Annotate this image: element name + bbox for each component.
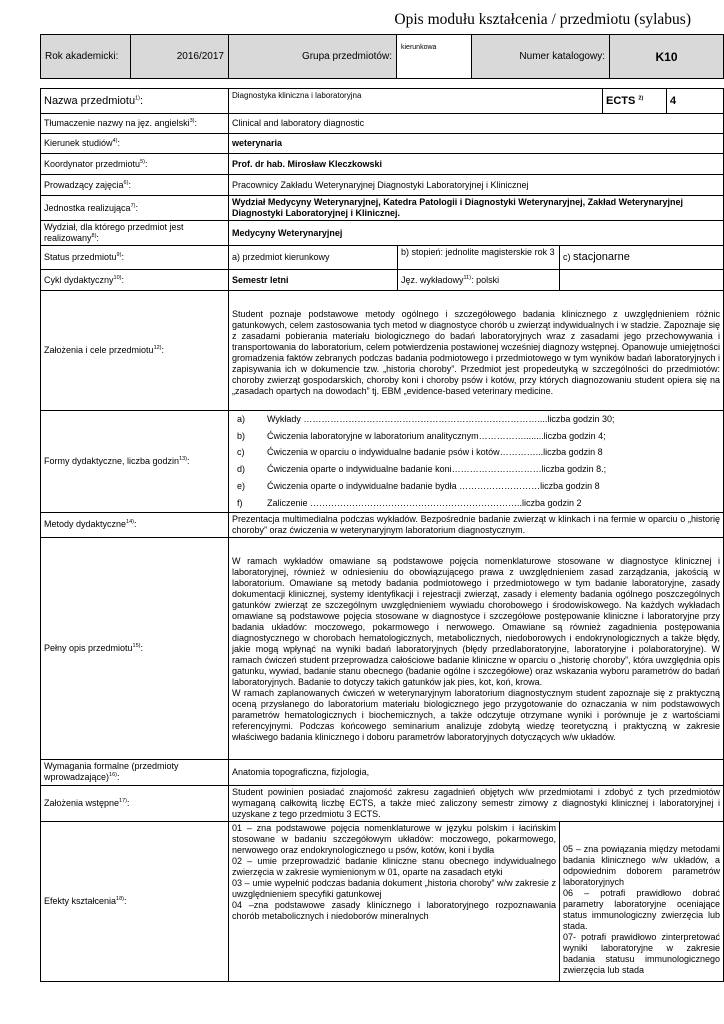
field-label: Kierunek studiów$^{4)}$: <box>41 134 229 154</box>
cycle-empty <box>560 270 724 291</box>
description-paragraph-2: W ramach zaplanowanych ćwiczeń w weterynaryjnym laboratorium diagnostycznym student zapoznaje się z praktyczną oceną przysłanego do laboratorium materiału biologicznego jego przygotowanie do oznaczania w nim podstawowych parametrów hematologicznych i biochemicznych, a także odczytuje otrzymane wyniki i porównuje je z wartościami referencyjnymi. Podczas końcowego seminarium analizuje zdobytą wiedzę teoretyczną i praktyczną w zakresie właściwego badania klinicznego i doboru parametrów laboratoryjnych dotyczących w/w układów. <box>232 688 720 743</box>
syllabus-table <box>40 88 724 982</box>
teachers-label: Prowadzący zajęcia$^{6)}$: <box>41 175 229 196</box>
name-label: Nazwa przedmiotu$^{1)}$: <box>41 89 229 114</box>
translation-label: Tłumaczenie nazwy na jęz. angielski$^{3)}$: <box>41 114 229 134</box>
catalog-value: K10 <box>610 35 724 79</box>
unit-value: Wydział Medycyny Weterynaryjnej, Katedra Patologii i Diagnostyki Weterynaryjnej, Zakład Weterynaryjnej Diagnostyki Laboratoryjnej i Klinicznej. <box>229 196 724 221</box>
status-c: c) stacjonarne <box>560 246 724 270</box>
ects-label: ECTS $^{2)}$ <box>603 89 667 114</box>
cycle-value: Semestr letni <box>229 270 398 291</box>
forms-item-text: Ćwiczenia laboratoryjne w laboratorium analitycznym……………........liczba godzin 4; <box>267 430 606 441</box>
forms-item <box>229 411 723 428</box>
faculty-value: Medycyny Weterynaryjnej <box>229 221 724 246</box>
faculty-label: Wydział, dla którego przedmiot jest realizowany$^{8)}$: <box>41 221 229 246</box>
group-label: Grupa przedmiotów: <box>229 35 397 79</box>
status-a: a) przedmiot kierunkowy <box>229 246 398 270</box>
forms-item-text: Wykłady ……………………………………………………………………....liczba godzin 30; <box>267 413 615 424</box>
forms-label: Formy dydaktyczne, liczba godzin$^{13)}$: <box>41 411 229 513</box>
teachers-value: Pracownicy Zakładu Weterynaryjnej Diagnostyki Laboratoryjnej i Klinicznej <box>229 175 724 196</box>
outcome-05: 05 – zna powiązania między metodami badania klinicznego w/w układów, a odpowiednim doborem parametrów laboratoryjnych <box>563 843 720 887</box>
methods-label: Metody dydaktyczne$^{14)}$: <box>41 512 229 537</box>
coordinator-label: Koordynator przedmiotu$^{5)}$: <box>41 154 229 175</box>
forms-list <box>229 411 724 513</box>
forms-item <box>229 428 723 445</box>
field-value: weterynaria <box>229 134 724 154</box>
forms-item-letter: b) <box>237 430 246 441</box>
year-value: 2016/2017 <box>131 35 229 79</box>
description-label: Pełny opis przedmiotu$^{15)}$: <box>41 537 229 759</box>
goals-label: Założenia i cele przedmiotu$^{12)}$: <box>41 291 229 411</box>
outcomes-left <box>229 821 560 981</box>
prereq-value: Student powinien posiadać znajomość zakresu zagadnień objętych w/w przedmiotami i zdobyć z tych przedmiotów wymaganą całkowitą liczbę ECTS, a także mieć zaliczony semestr zimowy z diagnostyki klinicznej i laboratoryjnej i uzyskane z tego przedmiotu 3 ECTS. <box>229 785 724 821</box>
forms-item-text: Ćwiczenia oparte o indywidualne badanie bydła ………………………liczba godzin 8 <box>267 481 600 492</box>
catalog-label: Numer katalogowy: <box>472 35 610 79</box>
document-title: Opis modułu kształcenia / przedmiotu (sylabus) <box>394 11 691 28</box>
methods-value: Prezentacja multimedialna podczas wykładów. Bezpośrednie badanie zwierząt w klinkach i na fermie w oparciu o „historię choroby” oraz ćwiczenia w weterynaryjnym laboratorium diagnostycznym. <box>229 512 724 537</box>
forms-item-letter: d) <box>237 464 246 475</box>
status-label: Status przedmiotu$^{9)}$: <box>41 246 229 270</box>
outcomes-right <box>560 821 724 981</box>
outcome-03: 03 – umie wypełnić podczas badania dokument „historia choroby” w/w zakresie z uwzględnieniem specyfiki gatunkowej <box>232 877 556 899</box>
outcome-06: 06 – potrafi prawidłowo dobrać parametry laboratoryjne oceniające status immunologiczny zwierzęcia lub stada. <box>563 887 720 931</box>
formal-label: Wymagania formalne (przedmioty wprowadzające)$^{16)}$: <box>41 759 229 785</box>
goals-value: Student poznaje podstawowe metody ogólnego i szczegółowego badania klinicznego z uwzględnieniem różnic gatunkowych, celem zastosowania tych metod w diagnostyce chorób u zwierząt indywidualnych i w stadzie. Zapoznaje się z zasadami pobierania materiału biologicznego do badań laboratoryjnych wraz z zasadami jego przechowywania i transportowania do laboratorium, celem potwierdzenia postawionej wcześniej diagnozy wstępnej. Opanowuje umiejętności gromadzenia faktów zebranych podczas badania podmiotowego i przedmiotowego w tym wyników badań laboratoryjnych i zapisywania ich w dokumencie tzw. „historia choroby”. Przedmiot jest propedeutyką w szczególności do przedmiotów: choroby zwierząt gospodarskich, choroby koni i choroby psów i kotów, przy których diagnozowaniu student opiera się na „zasadach opartych na dowodach” tj. EBM „evidence-based veterinary medicine. <box>229 291 724 411</box>
forms-item-letter: a) <box>237 413 246 424</box>
unit-label: Jednostka realizująca$^{7)}$: <box>41 196 229 221</box>
outcome-07: 07- potrafi prawidłowo zinterpretować wyniki laboratoryjne w zakresie badania statusu immunologicznego zwierzęcia lub stada <box>563 931 720 975</box>
forms-item-letter: c) <box>237 447 245 458</box>
language: Jęz. wykładowy$^{11)}$: polski <box>398 270 560 291</box>
outcome-01: 01 – zna podstawowe pojęcia nomenklaturowe w języku polskim i łacińskim stosowane w badaniu szczegółowym układów: moczowego, pokarmowego, nerwowego oraz endokrynologicznego u psów, kotów, koni i bydła <box>232 822 556 855</box>
year-label: Rok akademicki: <box>41 35 131 79</box>
outcome-04: 04 –zna podstawowe zasady klinicznego i laboratoryjnego rozpoznawania chorób metabolicznych i niedoborów mineralnych <box>232 899 556 921</box>
forms-item <box>229 478 723 495</box>
forms-item <box>229 445 723 462</box>
outcomes-label: Efekty kształcenia$^{18)}$: <box>41 821 229 981</box>
translation-value: Clinical and laboratory diagnostic <box>229 114 724 134</box>
forms-item-letter: e) <box>237 481 246 492</box>
forms-item <box>229 461 723 478</box>
forms-item <box>229 495 723 512</box>
description-value <box>229 537 724 759</box>
prereq-label: Założenia wstępne$^{17)}$: <box>41 785 229 821</box>
formal-value: Anatomia topograficzna, fizjologia, <box>229 759 724 785</box>
forms-item-text: Ćwiczenia oparte o indywidualne badanie koni…………………………liczba godzin 8.; <box>267 464 607 475</box>
forms-item-text: Ćwiczenia w oparciu o indywidualne badanie psów i kotów…………...liczba godzin 8 <box>267 447 603 458</box>
description-paragraph-1: W ramach wykładów omawiane są podstawowe pojęcia nomenklaturowe stosowane w diagnostyce klinicznej i laboratoryjnej, również w odniesieniu do obowiązującego prawa z uwzględnieniem zasad zarządzania, jakością w laboratorium. Omawiane są metody badania podmiotowego i przedmiotowego w tym badanie laboratoryjne, zasady dokumentacji klinicznej, systemy identyfikacji i rejestracji zwierząt, zasady i elementy badania ogólnego poszczególnych gatunków zwierząt ze szczególnym uwzględnieniem wywiadu chorobowego i środowiskowego. Na każdych wykładach omawiane są podstawowe pojęcia stosowane w diagnostyce i szczegółowe postępowanie kliniczne i laboratoryjne przy badania układów: moczowego, pokarmowego i nerwowego. Omawiane są również zagadnienia postępowania diagnostycznego w chorobach hematologicznych, metabolicznych, niedoborowych i endokrynologicznych a także błędy, jakie mogą wpłynąć na wyniki badań laboratoryjnych (błędy przedlaboratoryjne, laboratoryjne i polaboratoryjne). W ramach ćwiczeń student przeprowadza całościowe badanie kliniczne w oparciu o „historię choroby”, która uwzględnia opis gatunku, wywiad, badanie stanu obecnego (badanie ogólne i szczegółowe) oraz wskazania wyboru parametrów do badań laboratoryjnych. Badanie to dotyczy takich gatunków jak pies, kot, koń, krowa. <box>232 556 720 688</box>
status-b: b) stopień: jednolite magisterskie rok 3 <box>398 246 560 270</box>
header-table <box>40 34 724 79</box>
ects-value: 4 <box>667 89 724 114</box>
outcome-02: 02 – umie przeprowadzić badanie kliniczne stanu obecnego indywidualnego zwierzęcia w zakresie wymienionym w 01, oparte na zasadach etyki <box>232 855 556 877</box>
forms-item-text: Zaliczenie ……………………………………………………………..liczba godzin 2 <box>267 497 582 508</box>
forms-item-letter: f) <box>237 497 243 508</box>
group-value: kierunkowa <box>397 35 472 79</box>
cycle-label: Cykl dydaktyczny$^{10)}$: <box>41 270 229 291</box>
name-value: Diagnostyka kliniczna i laboratoryjna <box>229 89 603 114</box>
coordinator-value: Prof. dr hab. Mirosław Kleczkowski <box>229 154 724 175</box>
